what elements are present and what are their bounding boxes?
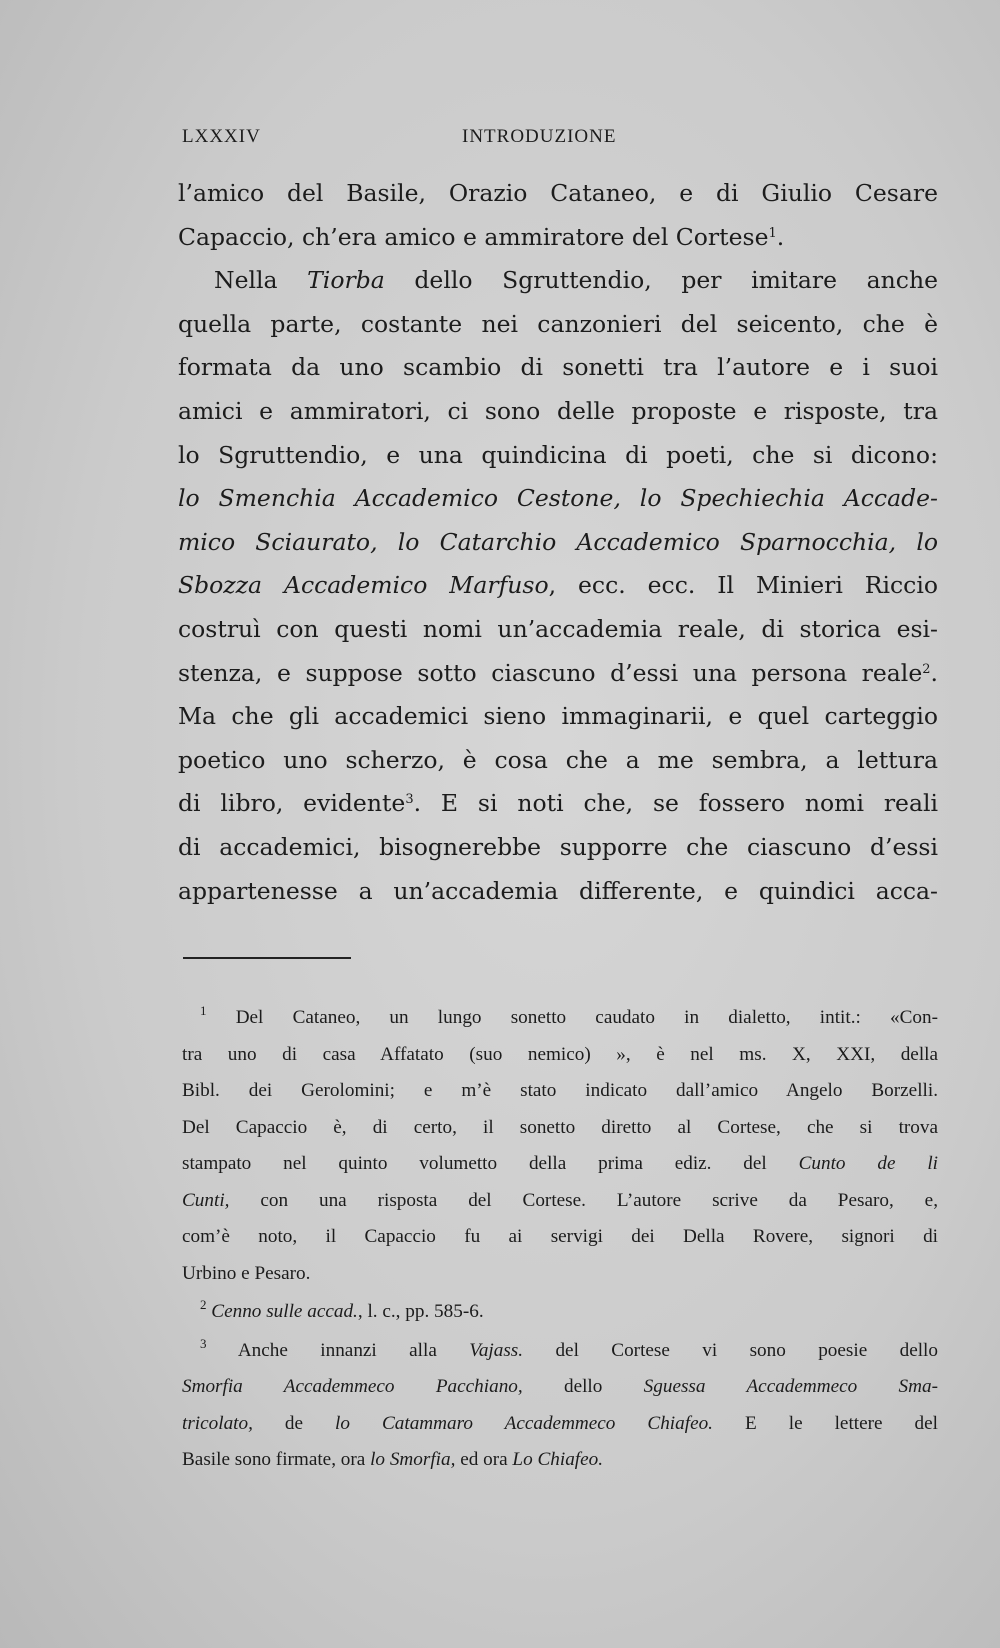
footnote-text: ed ora: [455, 1449, 513, 1470]
body-line-text: formata da uno scambio di sonetti tra l’autore e i suoi: [178, 353, 938, 382]
footnote-text: con una risposta del Cortese. L’autore scrive da Pesaro, e,: [229, 1189, 938, 1211]
italic-names: mico Sciaurato, lo Catarchio Accademico Sparnocchia, lo: [178, 527, 938, 556]
body-line: [178, 346, 938, 390]
footnote-line: [182, 1110, 938, 1147]
italic-names: Sguessa Accademmeco Sma-: [643, 1376, 938, 1397]
footnote-text: tra uno di casa Affatato (suo nemico) », è nel ms. X, XXI, della: [182, 1043, 938, 1065]
footnote-text: Anche innanzi alla: [237, 1339, 470, 1361]
footnote-line: [182, 1333, 938, 1370]
body-line-text: poetico uno scherzo, è cosa che a me sembra, a lettura: [178, 745, 938, 774]
body-line: [178, 739, 938, 783]
italic-names: tricolato,: [182, 1412, 253, 1434]
body-line-text: Ma che gli accademici sieno immaginarii, e quel carteggio: [178, 702, 938, 731]
body-line-text: .: [776, 222, 785, 251]
footnote-mark: 3: [200, 1335, 207, 1351]
italic-names: Lo Chiafeo.: [512, 1449, 604, 1470]
body-line-text: lo Sgruttendio, e una quindicina di poeti, che si dicono:: [178, 440, 938, 469]
italic-title: Cenno sulle accad.: [211, 1301, 358, 1322]
body-line-text: Capaccio, ch’era amico e ammiratore del Cortese: [178, 222, 769, 251]
footnote-text: Basile sono firmate, ora: [182, 1449, 371, 1470]
footnote-line: [182, 1146, 938, 1183]
body-line-text: Nella: [214, 266, 308, 295]
footnote-text: com’è noto, il Capaccio fu ai servigi dei Della Rovere, signori di: [182, 1226, 938, 1247]
body-line-text: quella parte, costante nei canzonieri del seicento, che è: [178, 309, 938, 338]
footnote-2: [182, 1294, 938, 1331]
italic-names: Sbozza Accademico Marfuso: [178, 571, 549, 600]
italic-title: Tiorba: [307, 266, 385, 295]
footnote-3: [182, 1333, 938, 1479]
footnote-text: Bibl. dei Gerolomini; e m’è stato indicato dall’amico Angelo Borzelli.: [182, 1080, 938, 1101]
body-line-text: di accademici, bisognerebbe supporre che ciascuno d’essi: [178, 832, 938, 861]
body-line: [178, 172, 938, 216]
footnote-text: Del Capaccio è, di certo, il sonetto diretto al Cortese, che si trova: [182, 1116, 938, 1138]
body-line: [178, 695, 938, 739]
body-line-text: stenza, e suppose sotto ciascuno d’essi una persona reale: [178, 658, 923, 687]
body-line: [178, 477, 938, 521]
body-line: [178, 826, 938, 870]
body-line: [178, 870, 938, 914]
footnote-line: [182, 1294, 938, 1331]
body-line: [178, 216, 938, 260]
italic-names: lo Smenchia Accademico Cestone, lo Spechiechia Accade-: [178, 484, 938, 513]
footnote-text: dello: [522, 1376, 644, 1397]
body-line-text: .: [930, 658, 938, 687]
body-line-text: costruì con questi nomi un’accademia reale, di storica esi-: [178, 614, 938, 643]
footnote-1: [182, 1000, 938, 1292]
footnote-text: de: [252, 1412, 336, 1434]
body-line: [178, 564, 938, 608]
italic-names: Smorfia Accademmeco Pacchiano,: [182, 1376, 523, 1397]
body-line: [178, 259, 938, 303]
body-text: [178, 172, 938, 913]
footnote-ref: 1: [768, 225, 777, 241]
body-line-text: l’amico del Basile, Orazio Cataneo, e di Giulio Cesare: [178, 179, 938, 207]
footnote-text: Del Cataneo, un lungo sonetto caudato in dialetto, intit.: «Con-: [235, 1007, 938, 1028]
footnotes: [182, 1000, 938, 1479]
footnote-line: [182, 1256, 938, 1293]
footnote-ref: 2: [922, 661, 931, 677]
body-line: [178, 782, 938, 826]
body-line: [178, 434, 938, 478]
body-line-text: appartenesse a un’accademia differente, e quindici acca-: [178, 876, 938, 905]
footnote-text: Urbino e Pesaro.: [182, 1262, 311, 1284]
body-line: [178, 303, 938, 347]
footnote-line: [182, 1442, 938, 1479]
body-line: [178, 652, 938, 696]
footnote-line: [182, 1219, 938, 1256]
footnote-text: stampato nel quinto volumetto della prima ediz. del: [182, 1153, 799, 1174]
italic-names: lo Smorfia,: [370, 1449, 456, 1470]
italic-title: Cunto de li: [798, 1153, 938, 1174]
footnote-line: [182, 1406, 938, 1443]
body-line-text: , ecc. ecc. Il Minieri Riccio: [548, 571, 938, 600]
footnote-separator: [183, 957, 351, 959]
italic-title: Cunti,: [182, 1189, 230, 1211]
footnote-text: , l. c., pp. 585-6.: [357, 1301, 484, 1322]
footnote-line: [182, 1000, 938, 1037]
footnote-line: [182, 1073, 938, 1110]
body-line: [178, 390, 938, 434]
footnote-text: del Cortese vi sono poesie dello: [523, 1339, 938, 1361]
italic-title: Vajass.: [469, 1339, 524, 1361]
footnote-text: E le lettere del: [712, 1412, 938, 1434]
footnote-mark: 1: [200, 1003, 207, 1018]
footnote-line: [182, 1183, 938, 1220]
page-number: LXXXIV: [182, 126, 261, 147]
footnote-line: [182, 1037, 938, 1074]
body-line-text: di libro, evidente: [178, 789, 406, 818]
body-line-text: . E si noti che, se fossero nomi reali: [413, 789, 938, 818]
body-line-text: amici e ammiratori, ci sono delle proposte e risposte, tra: [178, 396, 938, 425]
footnote-mark: 2: [200, 1297, 207, 1312]
footnote-ref: 3: [405, 792, 414, 808]
body-line: [178, 608, 938, 652]
body-line-text: dello Sgruttendio, per imitare anche: [384, 266, 938, 295]
footnote-line: [182, 1369, 938, 1406]
running-title: INTRODUZIONE: [462, 126, 617, 147]
body-line: [178, 521, 938, 565]
italic-names: lo Catammaro Accademmeco Chiafeo.: [335, 1412, 713, 1434]
